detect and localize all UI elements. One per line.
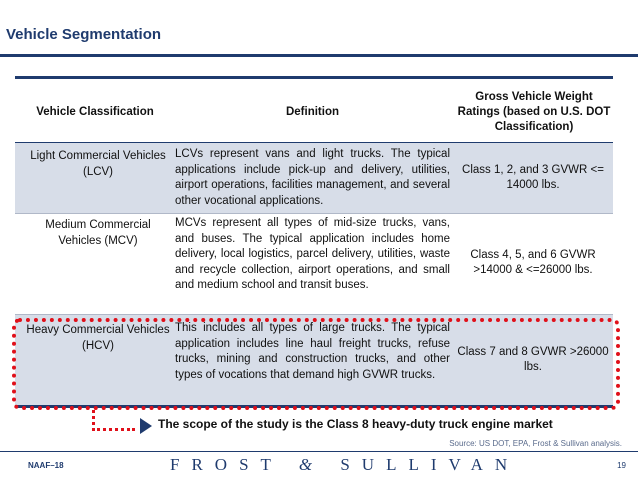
frost-sullivan-logo xyxy=(170,455,519,475)
cell-classification: Light Commercial Vehicles (LCV) xyxy=(30,150,166,178)
title-divider xyxy=(0,54,638,57)
header-definition: Definition xyxy=(285,105,340,118)
callout-connector xyxy=(92,410,135,431)
table-top-rule xyxy=(15,76,613,79)
cell-definition: This includes all types of large trucks. The typical application includes line haul freight trucks, refuse trucks, mining and construction trucks, and other types of vocations that demand high GVWR trucks. xyxy=(175,322,450,381)
header-gvwr: Gross Vehicle Weight Ratings (based on U.S. DOT Classification) xyxy=(457,90,611,133)
cell-classification: Heavy Commercial Vehicles (HCV) xyxy=(26,324,170,352)
scope-note: The scope of the study is the Class 8 heavy-duty truck engine market xyxy=(158,417,553,431)
logo-word-sullivan: SULLIVAN xyxy=(340,455,520,474)
page-number: 19 xyxy=(617,461,626,470)
logo-word-frost: FROST xyxy=(170,455,283,474)
table-row-mcv xyxy=(15,214,613,314)
slide-title: Vehicle Segmentation xyxy=(6,26,162,43)
logo-ampersand: & xyxy=(298,455,325,474)
cell-classification: Medium Commercial Vehicles (MCV) xyxy=(45,219,151,247)
cell-gvwr: Class 1, 2, and 3 GVWR <= 14000 lbs. xyxy=(462,163,604,191)
cell-definition: LCVs represent vans and light trucks. The typical applications include pick-up and delivery, utilities, airport operations, facilities management, and several other vocational applications. xyxy=(175,148,450,207)
cell-definition: MCVs represent all types of mid-size trucks, vans, and buses. The typical application includes home delivery, local logistics, parcel delivery, utilities, waste and recycle collection, airport operations, and small and medium school and transit buses. xyxy=(175,217,450,291)
table-row-lcv xyxy=(15,143,613,213)
cell-gvwr: Class 7 and 8 GVWR >26000 lbs. xyxy=(457,345,609,373)
arrow-right-icon xyxy=(140,418,152,434)
report-code: NAAF–18 xyxy=(28,461,64,470)
cell-gvwr: Class 4, 5, and 6 GVWR >14000 & <=26000 lbs. xyxy=(470,248,596,276)
source-note: Source: US DOT, EPA, Frost & Sullivan analysis. xyxy=(449,439,622,448)
hcv-highlight-box xyxy=(12,318,620,410)
footer-divider xyxy=(0,451,638,452)
header-classification: Vehicle Classification xyxy=(36,105,154,118)
